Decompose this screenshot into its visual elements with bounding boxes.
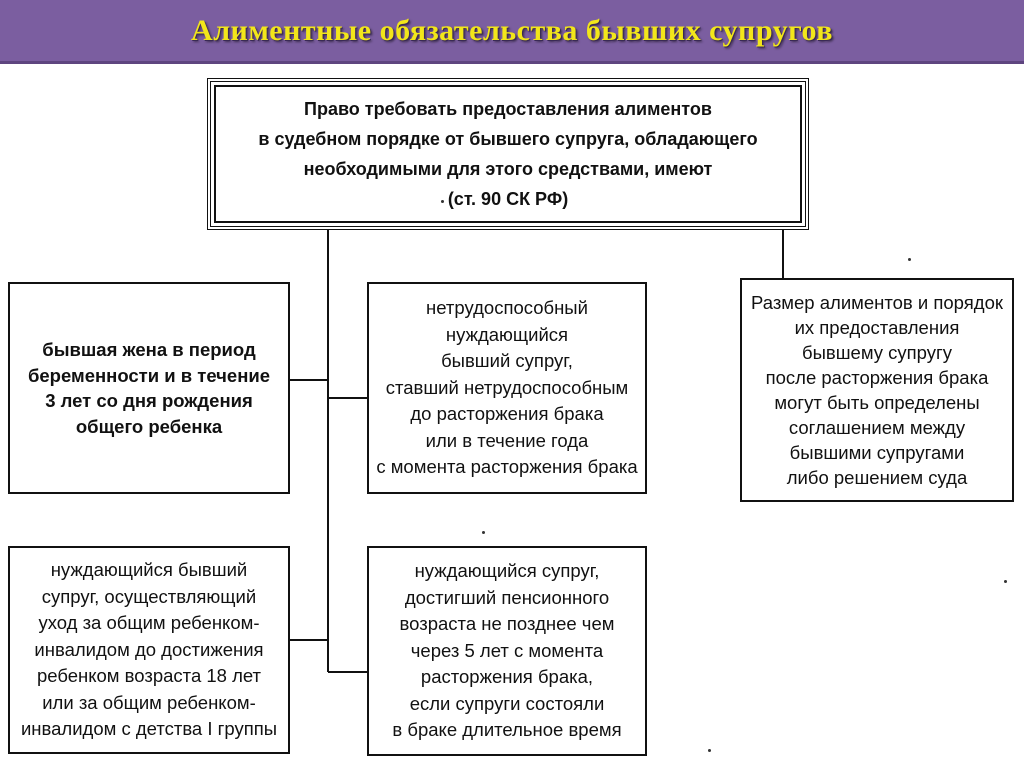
scan-speck bbox=[908, 258, 911, 261]
right-box: Размер алиментов и порядок их предоставления бывшему супругу после расторжения брака могут быть определены соглашением между бывшими супругами либо решением суда bbox=[740, 278, 1014, 502]
scan-speck bbox=[1004, 580, 1007, 583]
scan-speck bbox=[708, 749, 711, 752]
left-lower-box: нуждающийся бывший супруг, осуществляющий уход за общим ребенком- инвалидом до достижения ребенком возраста 18 лет или за общим ребенком- инвалидом с детства I группы bbox=[8, 546, 290, 754]
page-title: Алиментные обязательства бывших супругов bbox=[191, 13, 833, 47]
center-lower-box: нуждающийся супруг, достигший пенсионного возраста не позднее чем через 5 лет с момента расторжения брака, если супруги состояли в браке длительное время bbox=[367, 546, 647, 756]
left-upper-box: бывшая жена в период беременности и в течение 3 лет со дня рождения общего ребенка bbox=[8, 282, 290, 494]
main-rule-box: Право требовать предоставления алиментов в судебном порядке от бывшего супруга, обладающего необходимыми для этого средствами, имеют (ст. 90 СК РФ) bbox=[207, 78, 809, 230]
scan-speck bbox=[441, 200, 444, 203]
scan-speck bbox=[482, 531, 485, 534]
center-upper-box: нетрудоспособный нуждающийся бывший супруг, ставший нетрудоспособным до расторжения брака или в течение года с момента расторжения брака bbox=[367, 282, 647, 494]
